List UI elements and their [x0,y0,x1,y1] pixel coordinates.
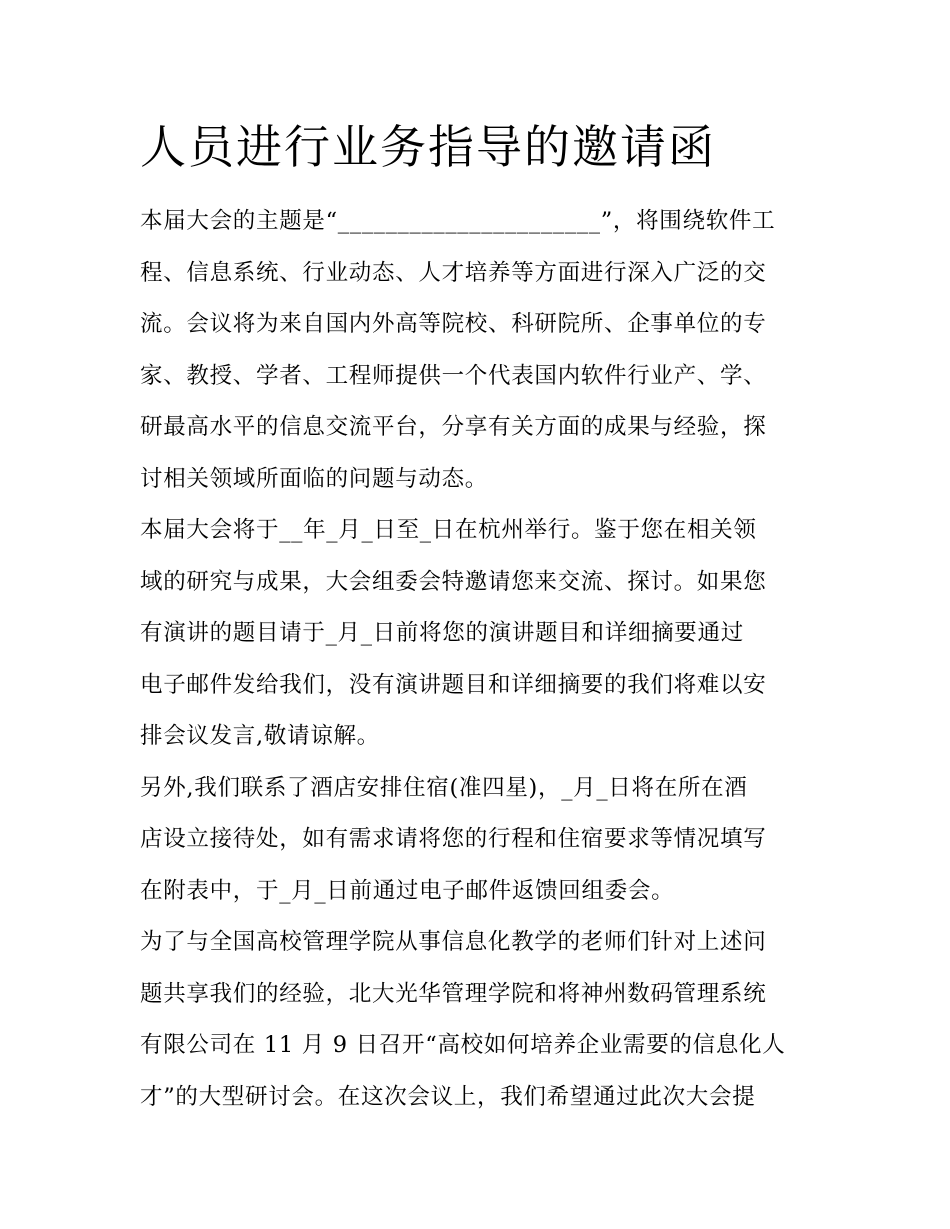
paragraph-line: 本届大会的主题是“______________________”，将围绕软件工 [140,208,776,234]
paragraph-seminar [140,917,820,1123]
paragraph-line: 题共享我们的经验，北大光华管理学院和将神州数码管理系统 [140,980,767,1007]
paragraph-line: 有演讲的题目请于_月_日前将您的演讲题目和详细摘要通过 [140,620,744,646]
paragraph-line: 讨相关领域所面临的问题与动态。 [140,465,489,492]
paragraph-schedule [140,505,820,763]
paragraph-line: 有限公司在 11 月 9 日召开“高校如何培养企业需要的信息化人 [140,1032,786,1058]
paragraph-line: 另外,我们联系了酒店安排住宿(准四星)，_月_日将在所在酒 [140,774,748,801]
paragraph-accommodation [140,763,820,918]
paragraph-line: 研最高水平的信息交流平台，分享有关方面的成果与经验，探 [140,414,767,440]
paragraph-line: 家、教授、学者、工程师提供一个代表国内软件行业产、学、 [140,362,767,389]
paragraph-line: 程、信息系统、行业动态、人才培养等方面进行深入广泛的交 [140,259,767,286]
paragraph-theme [140,196,820,505]
paragraph-line: 才”的大型研讨会。在这次会议上，我们希望通过此次大会提 [140,1083,756,1110]
paragraph-line: 域的研究与成果，大会组委会特邀请您来交流、探讨。如果您 [140,568,767,595]
paragraph-line: 本届大会将于__年_月_日至_日在杭州举行。鉴于您在相关领 [140,517,757,543]
paragraph-line: 为了与全国高校管理学院从事信息化教学的老师们针对上述问 [140,929,767,955]
paragraph-line: 排会议发言,敬请谅解。 [140,723,380,749]
paragraph-line: 店设立接待处，如有需求请将您的行程和住宿要求等情况填写 [140,826,767,852]
document-body [140,196,820,1123]
paragraph-line: 流。会议将为来自国内外高等院校、科研院所、企事单位的专 [140,311,767,337]
document-title: 人员进行业务指导的邀请函 [140,120,716,174]
paragraph-line: 在附表中，于_月_日前通过电子邮件返馈回组委会。 [140,877,675,904]
paragraph-line: 电子邮件发给我们，没有演讲题目和详细摘要的我们将难以安 [140,671,767,698]
